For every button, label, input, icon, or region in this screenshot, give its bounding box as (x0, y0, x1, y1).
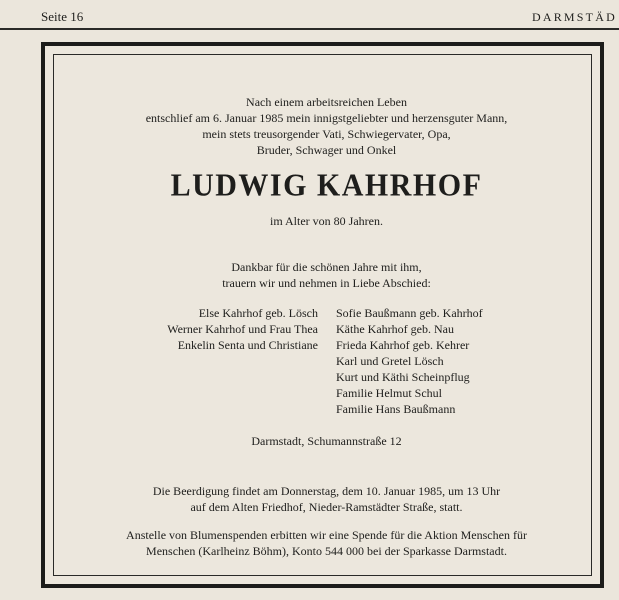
funeral-line: auf dem Alten Friedhof, Nieder-Ramstädter Straße, statt. (190, 500, 463, 514)
intro-line: mein stets treusorgender Vati, Schwiegervater, Opa, (202, 127, 451, 141)
funeral-line: Die Beerdigung findet am Donnerstag, dem 10. Januar 1985, um 13 Uhr (152, 484, 501, 498)
age-text: im Alter von 80 Jahren. (270, 214, 383, 228)
mourner: Karl und Gretel Lösch (336, 354, 444, 368)
page-header (0, 0, 619, 30)
age-line (54, 213, 599, 229)
mourners-left-column (167, 305, 318, 353)
mourner: Werner Kahrhof und Frau Thea (167, 322, 318, 336)
deceased-name: LUDWIG KAHRHOF (170, 168, 483, 203)
donation-line: Anstelle von Blumenspenden erbitten wir eine Spende für die Aktion Menschen für (126, 528, 527, 542)
mourner: Familie Hans Baußmann (336, 402, 456, 416)
newspaper-name: DARMSTÄD (532, 10, 617, 24)
header-rule (0, 28, 619, 30)
intro-line: Bruder, Schwager und Onkel (256, 143, 397, 157)
donation-info (54, 527, 599, 559)
mourner: Frieda Kahrhof geb. Kehrer (336, 338, 470, 352)
mourner: Familie Helmut Schul (336, 386, 442, 400)
mourner: Else Kahrhof geb. Lösch (198, 306, 318, 320)
mourner: Käthe Kahrhof geb. Nau (336, 322, 454, 336)
address (54, 433, 599, 449)
farewell-line: Dankbar für die schönen Jahre mit ihm, (231, 260, 422, 274)
address-text: Darmstadt, Schumannstraße 12 (251, 434, 402, 448)
notice-inner-border (53, 54, 592, 576)
mourners-right-column (336, 305, 483, 417)
intro-text (54, 94, 599, 158)
intro-line: Nach einem arbeitsreichen Leben (246, 95, 407, 109)
farewell-text (54, 259, 599, 291)
mourner: Kurt und Käthi Scheinpflug (336, 370, 470, 384)
donation-line: Menschen (Karlheinz Böhm), Konto 544 000 bei der Sparkasse Darmstadt. (146, 544, 507, 558)
intro-line: entschlief am 6. Januar 1985 mein innigstgeliebter und herzensguter Mann, (145, 111, 508, 125)
mourner: Enkelin Senta und Christiane (177, 338, 318, 352)
farewell-line: trauern wir und nehmen in Liebe Abschied: (222, 276, 431, 290)
obituary-notice (41, 42, 604, 588)
page-number: Seite 16 (41, 9, 84, 24)
funeral-info (54, 483, 599, 515)
mourner: Sofie Baußmann geb. Kahrhof (336, 306, 483, 320)
